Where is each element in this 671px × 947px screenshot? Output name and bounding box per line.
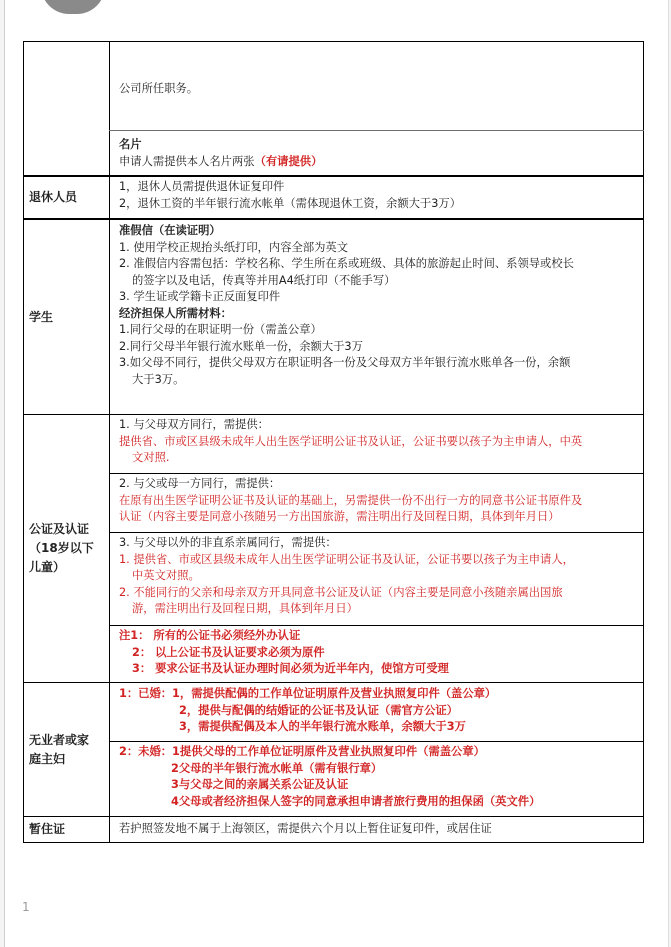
unmarried-line-2: 2父母的半年银行流水帐单（需有银行章） xyxy=(171,761,383,775)
married-line-2: 2，提供与配偶的结婚证的公证书及认证（需官方公证） xyxy=(179,703,458,717)
unemployed-label-line-1: 无业者或家 xyxy=(29,732,90,747)
requirements-table xyxy=(23,41,644,843)
minor-s3-line-3: 2. 不能同行的父亲和母亲双方开具同意书公证及认证（内容主要是同意小孩随亲属出国旅 xyxy=(119,585,563,599)
unmarried-section xyxy=(115,744,641,810)
minor-s2-line-1: 在原有出生医学证明公证书及认证的基础上，另需提供一份不出行一方的同意书公证书原件及 xyxy=(119,493,583,507)
unmarried-line-3: 3与父母之间的亲属关系公证及认证 xyxy=(171,778,349,791)
minor-label xyxy=(23,415,109,682)
retired-label: 退休人员 xyxy=(29,190,78,204)
minor-s3-line-4: 游，需注明出行及回程日期，具体到年月日） xyxy=(132,602,358,615)
residence-text: 若护照签发地不属于上海领区，需提供六个月以上暂住证复印件，或居住证 xyxy=(119,822,492,835)
minor-section-3 xyxy=(115,535,641,618)
married-line-3: 3，需提供配偶及本人的半年银行流水账单，余额大于3万 xyxy=(179,720,466,733)
minor-label-line-1: 公证及认证 xyxy=(29,522,90,536)
leave-line-1: 1. 使用学校正规抬头纸打印，内容全部为英文 xyxy=(119,240,349,254)
document-page xyxy=(4,0,669,947)
leave-line-3: 的签字以及电话，传真等并用A4纸打印（不能手写） xyxy=(132,273,396,287)
company-position-text: 公司所任职务。 xyxy=(119,82,199,95)
business-card-text: 申请人需提供本人名片两张 xyxy=(119,154,255,168)
minor-label-line-2: （18岁以下 xyxy=(29,541,94,555)
minor-label-line-3: 儿童） xyxy=(29,560,66,574)
guarantor-line-2: 2.同行父母半年银行流水账单一份，余额大于3万 xyxy=(119,339,363,353)
business-card-highlight: （有请提供） xyxy=(254,154,323,168)
guarantor-line-4: 大于3万。 xyxy=(132,372,185,386)
note-2: 2： 以上公证书及认证要求必须为原件 xyxy=(132,645,325,659)
business-card-title: 名片 xyxy=(119,138,142,151)
guarantor-line-1: 1.同行父母的在职证明一份（需盖公章） xyxy=(119,323,322,336)
minor-s1-line-2: 文对照. xyxy=(132,451,170,464)
note-1: 注1： 所有的公证书必须经外办认证 xyxy=(119,629,301,642)
unmarried-line-1: 2：未婚：1提供父母的工作单位证明原件及营业执照复印件（需盖公章） xyxy=(119,745,485,758)
residence-label: 暂住证 xyxy=(29,822,66,836)
leave-line-2: 2. 准假信内容需包括：学校名称、学生所在系或班级、具体的旅游起止时间、系领导或校长 xyxy=(119,257,574,270)
leave-line-4: 3. 学生证或学籍卡正反面复印件 xyxy=(119,290,281,303)
page-number: 1 xyxy=(22,900,30,914)
unemployed-label-line-2: 庭主妇 xyxy=(29,751,66,766)
note-3: 3： 要求公证书及认证办理时间必须为近半年内，使馆方可受理 xyxy=(132,662,449,675)
retired-line-2: 2，退休工资的半年银行流水帐单（需体现退休工资，余额大于3万） xyxy=(119,196,461,210)
overlay-shape xyxy=(41,0,105,14)
minor-section-2 xyxy=(115,476,641,526)
retired-cell xyxy=(115,179,641,212)
guarantor-line-3: 3.如父母不同行，提供父母双方在职证明各一份及父母双方半年银行流水账单各一份，余额 xyxy=(119,356,571,369)
minor-section-1 xyxy=(115,417,641,467)
unemployed-label xyxy=(23,683,109,816)
minor-s1-header: 1. 与父母双方同行，需提供： xyxy=(119,418,269,431)
minor-notes xyxy=(115,628,641,678)
minor-s3-line-1: 1. 提供省、市或区县级未成年人出生医学证明公证书及认证，公证书要以孩子为主申请人， xyxy=(119,552,574,566)
minor-s1-line-1: 提供省、市或区县级未成年人出生医学证明公证书及认证，公证书要以孩子为主申请人，中英 xyxy=(119,434,583,448)
business-card-line xyxy=(119,154,641,171)
minor-s3-line-2: 中英文对照。 xyxy=(132,569,200,582)
unmarried-line-4: 4父母或者经济担保人签字的同意承担申请者旅行费用的担保函（英文件） xyxy=(171,794,541,808)
minor-s2-header: 2. 与父或母一方同行，需提供： xyxy=(119,477,281,490)
retired-line-1: 1，退休人员需提供退休证复印件 xyxy=(119,180,285,193)
student-label: 学生 xyxy=(29,309,54,324)
minor-s2-line-2: 认证（内容主要是同意小孩随另一方出国旅游，需注明出行及回程日期，具体到年月日） xyxy=(119,510,560,523)
business-card-cell xyxy=(115,137,641,170)
residence-cell xyxy=(115,821,641,838)
company-position-cell xyxy=(115,81,641,98)
married-line-1: 1：已婚：1，需提供配偶的工作单位证明原件及营业执照复印件（盖公章） xyxy=(119,687,497,700)
married-section xyxy=(115,686,641,736)
minor-s3-header: 3. 与父母以外的非直系亲属同行，需提供： xyxy=(119,536,337,549)
leave-letter-title: 准假信（在读证明） xyxy=(119,224,221,237)
guarantor-title: 经济担保人所需材料： xyxy=(119,306,232,320)
student-cell xyxy=(115,223,641,388)
